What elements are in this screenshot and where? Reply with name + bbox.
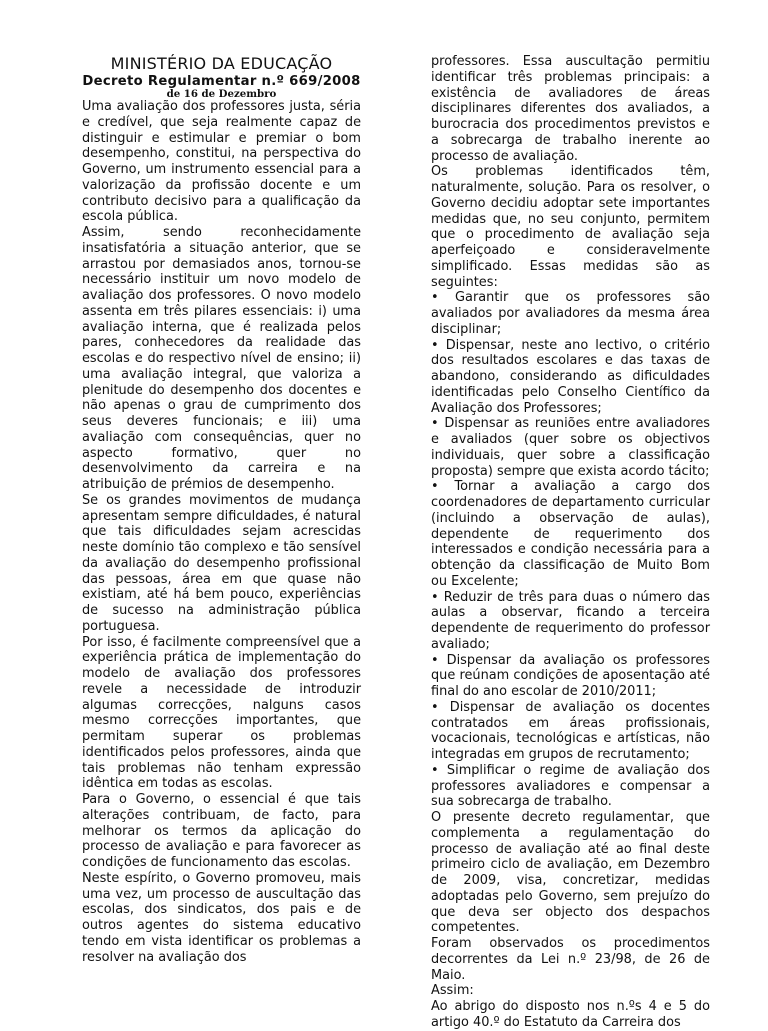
right-column (431, 54, 710, 1030)
paragraph: Ao abrigo do disposto nos n.ºs 4 e 5 do artigo 40.º do Estatuto da Carreira dos (431, 999, 710, 1030)
paragraph: Assim, sendo reconhecidamente insatisfatória a situação anterior, que se arrastou por demasiados anos, tornou-se necessário instituir um novo modelo de avaliação dos professores. O novo modelo assenta em três pilares essenciais: i) uma avaliação interna, que é realizada pelos pares, conhecedores da realidade das escolas e do respectivo nível de ensino; ii) uma avaliação integral, que valoriza a plenitude do desempenho dos docentes e não apenas o grau de cumprimento dos seus deveres funcionais; e iii) uma avaliação com consequências, quer no aspecto formativo, quer no desenvolvimento da carreira e na atribuição de prémios de desempenho. (82, 225, 361, 492)
paragraph: professores. Essa auscultação permitiu identificar três problemas principais: a existência de avaliadores de áreas disciplinares diferentes dos avaliados, a burocracia dos procedimentos previstos e a sobrecarga de trabalho inerente ao processo de avaliação. (431, 54, 710, 164)
paragraph: Se os grandes movimentos de mudança apresentam sempre dificuldades, é natural que tais dificuldades sejam acrescidas neste domínio tão complexo e tão sensível da avaliação do desempenho profissional das pessoas, área em que quase não existiam, até há bem pouco, experiências de sucesso na administração pública portuguesa. (82, 492, 361, 634)
paragraph: Por isso, é facilmente compreensível que a experiência prática de implementação do modelo de avaliação dos professores revele a necessidade de introduzir algumas correcções, nalguns casos mesmo correcções importantes, que permitam superar os problemas identificados pelos professores, ainda que tais problemas não tenham expressão idêntica em todas as escolas. (82, 634, 361, 792)
paragraph: Foram observados os procedimentos decorrentes da Lei n.º 23/98, de 26 de Maio. (431, 936, 710, 983)
bullet-item: • Garantir que os professores são avaliados por avaliadores da mesma área disciplinar; (431, 290, 710, 337)
paragraph: Neste espírito, o Governo promoveu, mais uma vez, um processo de auscultação das escolas, dos sindicatos, dos pais e de outros agentes do sistema educativo tendo em vista identificar os problemas a resolver na avaliação dos (82, 870, 361, 965)
bullet-item: • Dispensar, neste ano lectivo, o critério dos resultados escolares e das taxas de abandono, considerando as dificuldades identificadas pelo Conselho Científico da Avaliação dos Professores; (431, 337, 710, 416)
ministry-title: MINISTÉRIO DA EDUCAÇÃO (110, 54, 333, 73)
bullet-item: • Dispensar da avaliação os professores que reúnam condições de aposentação até final do ano escolar de 2010/2011; (431, 652, 710, 699)
paragraph: O presente decreto regulamentar, que complementa a regulamentação do processo de avaliação até ao final deste primeiro ciclo de avaliação, em Dezembro de 2009, visa, concretizar, medidas adoptadas pelo Governo, sem prejuízo do que deva ser objecto dos despachos competentes. (431, 810, 710, 936)
bullet-item: • Dispensar de avaliação os docentes contratados em áreas profissionais, vocacionais, tecnológicas e artísticas, não integradas em grupos de recrutamento; (431, 699, 710, 762)
left-column (82, 54, 361, 1022)
bullet-item: • Reduzir de três para duas o número das aulas a observar, ficando a terceira dependente de requerimento do professor avaliado; (431, 589, 710, 652)
bullet-item: • Tornar a avaliação a cargo dos coordenadores de departamento curricular (incluindo a observação de aulas), dependente de requerimento dos interessados e condição necessária para a obtenção da classificação de Muito Bom ou Excelente; (431, 479, 710, 589)
paragraph: Os problemas identificados têm, naturalmente, solução. Para os resolver, o Governo decidiu adoptar sete importantes medidas que, no seu conjunto, permitem que o procedimento de avaliação seja aperfeiçoado e consideravelmente simplificado. Essas medidas são as seguintes: (431, 164, 710, 290)
document-page (82, 54, 710, 1030)
paragraph: Uma avaliação dos professores justa, séria e credível, que seja realmente capaz de distinguir e estimular e premiar o bom desempenho, constitui, na perspectiva do Governo, um instrumento essencial para a valorização da profissão docente e um contributo decisivo para a qualificação da escola pública. (82, 99, 361, 225)
decree-date: de 16 de Dezembro (166, 88, 277, 100)
bullet-item: • Simplificar o regime de avaliação dos professores avaliadores e compensar a sua sobrecarga de trabalho. (431, 762, 710, 810)
paragraph: Para o Governo, o essencial é que tais alterações contribuam, de facto, para melhorar os termos da aplicação do processo de avaliação e para favorecer as condições de funcionamento das escolas. (82, 792, 361, 870)
paragraph: Assim: (431, 983, 474, 999)
bullet-item: • Dispensar as reuniões entre avaliadores e avaliados (quer sobre os objectivos individuais, quer sobre a classificação proposta) sempre que exista acordo tácito; (431, 416, 710, 479)
decree-title: Decreto Regulamentar n.º 669/2008 (82, 74, 361, 89)
